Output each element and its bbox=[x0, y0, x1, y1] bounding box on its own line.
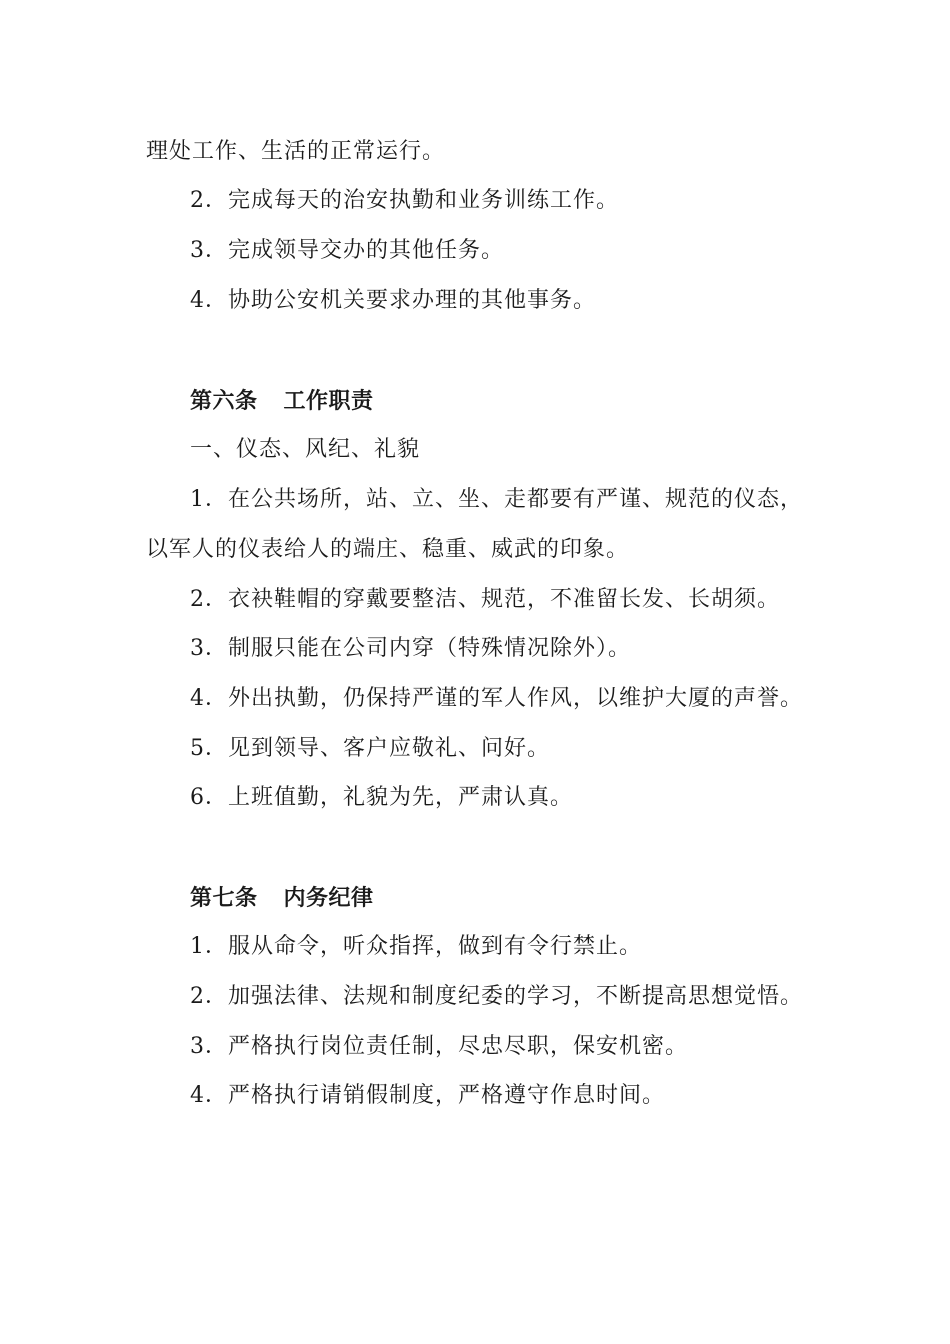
list-item: 3．严格执行岗位责任制，尽忠尽职，保安机密。 bbox=[190, 1034, 688, 1059]
list-item: 3．制服只能在公司内穿（特殊情况除外）。 bbox=[190, 636, 631, 661]
list-item: 2．衣袂鞋帽的穿戴要整洁、规范，不准留长发、长胡须。 bbox=[190, 587, 780, 612]
list-item: 2．完成每天的治安执勤和业务训练工作。 bbox=[190, 188, 619, 213]
article-number: 第六条 bbox=[190, 388, 258, 414]
list-item: 6．上班值勤，礼貌为先，严肃认真。 bbox=[190, 785, 573, 810]
list-item: 1．在公共场所，站、立、坐、走都要有严谨、规范的仪态， bbox=[190, 487, 803, 512]
paragraph-continuation: 理处工作、生活的正常运行。 bbox=[146, 139, 446, 164]
list-item-continuation: 以军人的仪表给人的端庄、稳重、威武的印象。 bbox=[146, 537, 630, 562]
list-item: 4．协助公安机关要求办理的其他事务。 bbox=[190, 288, 596, 313]
list-item: 4．外出执勤，仍保持严谨的军人作风，以维护大厦的声誉。 bbox=[190, 686, 803, 711]
article-six-heading bbox=[190, 386, 374, 416]
list-item: 5．见到领导、客户应敬礼、问好。 bbox=[190, 736, 550, 761]
list-item: 3．完成领导交办的其他任务。 bbox=[190, 238, 504, 263]
article-seven-heading bbox=[190, 883, 374, 913]
article-title: 内务纪律 bbox=[283, 885, 374, 911]
article-number: 第七条 bbox=[190, 885, 258, 911]
list-item: 4．严格执行请销假制度，严格遵守作息时间。 bbox=[190, 1083, 665, 1108]
subsection-heading: 一、仪态、风纪、礼貌 bbox=[190, 437, 421, 462]
list-item: 1．服从命令，听众指挥，做到有令行禁止。 bbox=[190, 934, 642, 959]
article-title: 工作职责 bbox=[283, 388, 374, 414]
list-item: 2．加强法律、法规和制度纪委的学习，不断提高思想觉悟。 bbox=[190, 984, 803, 1009]
